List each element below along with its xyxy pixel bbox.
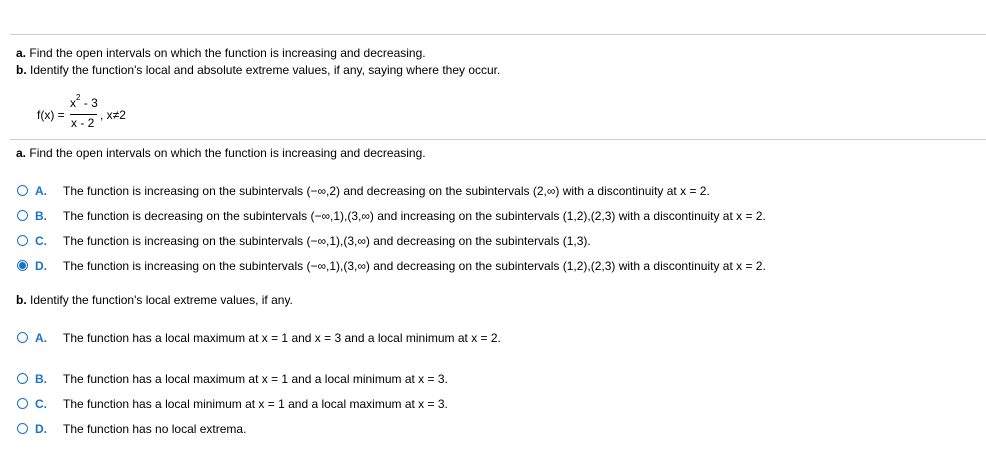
function-numerator	[70, 95, 98, 110]
function-lhs: f(x) =	[37, 108, 65, 122]
numerator-rest: - 3	[80, 96, 98, 110]
part-a-option-a[interactable]	[17, 184, 710, 199]
part-b-option-b[interactable]	[17, 372, 448, 387]
part-b-text: Identify the function's local extreme values, if any.	[30, 293, 293, 307]
question-intro	[16, 45, 500, 79]
function-denominator: x - 2	[71, 116, 95, 130]
intro-line-a	[16, 45, 500, 62]
option-text: The function has a local maximum at x = 1 and a local minimum at x = 3.	[63, 372, 448, 386]
part-b-option-c[interactable]	[17, 397, 448, 412]
option-letter: C.	[35, 397, 47, 411]
option-text: The function is increasing on the subintervals (−∞,2) and decreasing on the subintervals (2,∞) with a discontinuity at x = 2.	[63, 184, 710, 198]
part-a-prompt	[16, 146, 426, 160]
numerator-base: x	[70, 96, 76, 110]
radio-dot-icon	[19, 262, 26, 269]
option-letter: D.	[35, 259, 47, 273]
top-divider	[10, 34, 986, 35]
option-text: The function has a local maximum at x = 1 and x = 3 and a local minimum at x = 2.	[63, 331, 501, 345]
part-b-prompt	[16, 293, 293, 307]
part-a-option-d[interactable]	[17, 259, 766, 274]
option-letter: A.	[35, 184, 47, 198]
part-b-option-a[interactable]	[17, 331, 503, 346]
part-a-option-b[interactable]	[17, 209, 766, 224]
radio-button[interactable]	[17, 373, 28, 384]
radio-button[interactable]	[17, 398, 28, 409]
radio-button[interactable]	[17, 423, 28, 434]
intro-a-text: Find the open intervals on which the function is increasing and decreasing.	[29, 46, 426, 60]
intro-line-b	[16, 62, 500, 79]
option-text: The function has no local extrema.	[63, 422, 247, 436]
option-letter: A.	[35, 331, 47, 345]
part-a-label: a.	[16, 146, 27, 160]
part-b-option-d[interactable]	[17, 422, 246, 437]
middle-divider	[10, 139, 986, 140]
radio-button[interactable]	[17, 185, 28, 196]
radio-button[interactable]	[17, 332, 28, 343]
part-b-label: b.	[16, 293, 27, 307]
radio-button[interactable]	[17, 210, 28, 221]
option-text: The function is decreasing on the subintervals (−∞,1),(3,∞) and increasing on the subintervals (1,2),(2,3) with a discontinuity at x = 2.	[63, 209, 766, 223]
function-definition	[37, 95, 197, 135]
option-text: The function has a local minimum at x = 1 and a local maximum at x = 3.	[63, 397, 448, 411]
radio-button[interactable]	[17, 235, 28, 246]
option-letter: B.	[35, 372, 47, 386]
function-condition: , x≠2	[100, 108, 126, 122]
numerator-exponent: 2	[76, 93, 81, 102]
intro-a-label: a.	[16, 46, 27, 60]
part-a-option-c[interactable]	[17, 234, 591, 249]
option-text: The function is increasing on the subintervals (−∞,1),(3,∞) and decreasing on the subintervals (1,3).	[63, 234, 591, 248]
radio-button-selected[interactable]	[17, 260, 28, 271]
fraction-bar	[70, 114, 97, 115]
option-text: The function is increasing on the subintervals (−∞,1),(3,∞) and decreasing on the subintervals (1,2),(2,3) with a discontinuity at x = 2.	[63, 259, 766, 273]
part-a-text: Find the open intervals on which the function is increasing and decreasing.	[29, 146, 426, 160]
intro-b-label: b.	[16, 63, 27, 77]
intro-b-text: Identify the function's local and absolute extreme values, if any, saying where they occur.	[30, 63, 501, 77]
option-letter: B.	[35, 209, 47, 223]
option-letter: C.	[35, 234, 47, 248]
option-letter: D.	[35, 422, 47, 436]
